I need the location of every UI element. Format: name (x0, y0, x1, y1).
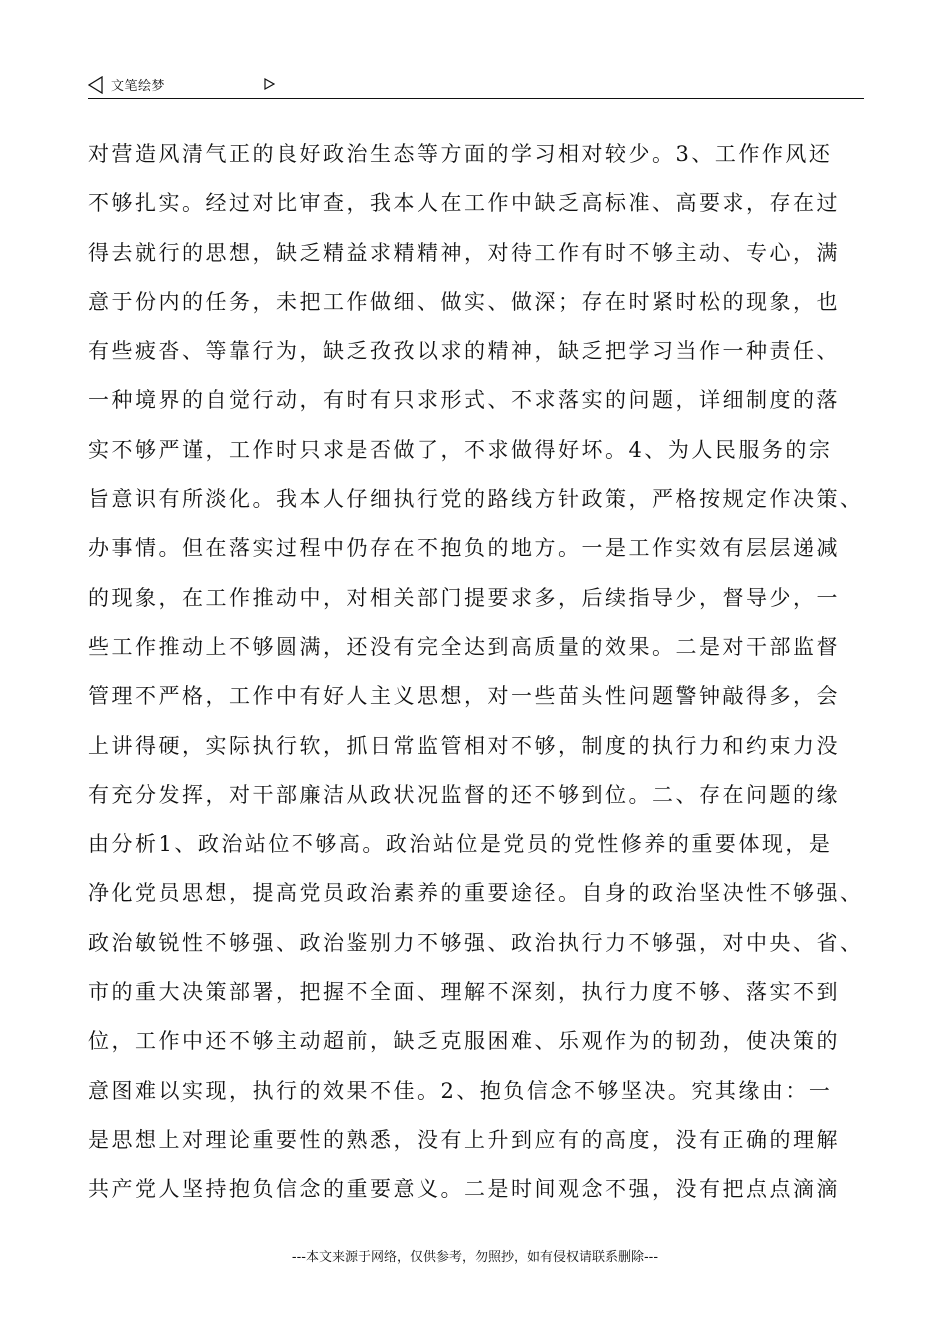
body-line: 共产党人坚持抱负信念的重要意义。二是时间观念不强，没有把点点滴滴 (88, 1177, 840, 1202)
body-line: 实不够严谨，工作时只求是否做了，不求做得好坏。4、为人民服务的宗 (88, 437, 833, 462)
body-line: 有些疲沓、等靠行为，缺乏孜孜以求的精神，缺乏把学习当作一种责任、 (88, 339, 840, 364)
triangle-right-outline-icon (264, 78, 275, 90)
body-line: 不够扎实。经过对比审查，我本人在工作中缺乏高标准、高要求，存在过 (88, 191, 840, 216)
page-footer: ---本文来源于网络，仅供参考，勿照抄，如有侵权请联系删除--- (291, 1250, 659, 1265)
body-line: 净化党员思想，提高党员政治素养的重要途径。自身的政治坚决性不够强、 (88, 881, 864, 906)
body-line: 对营造风清气正的良好政治生态等方面的学习相对较少。3、工作作风还 (88, 142, 833, 166)
body-line: 意图难以实现，执行的效果不佳。2、抱负信念不够坚决。究其缘由：一 (88, 1078, 833, 1103)
body-line: 得去就行的思想，缺乏精益求精精神，对待工作有时不够主动、专心，满 (88, 240, 840, 265)
body-line: 意于份内的任务，未把工作做细、做实、做深；存在时紧时松的现象，也 (88, 289, 840, 314)
header-title: 文笔绘梦 (111, 79, 166, 94)
body-line: 管理不严格，工作中有好人主义思想，对一些苗头性问题警钟敲得多，会 (88, 684, 840, 709)
body-line: 有充分发挥，对干部廉洁从政状况监督的还不够到位。二、存在问题的缘 (88, 782, 840, 807)
body-line: 位，工作中还不够主动超前，缺乏克服困难、乐观作为的韧劲，使决策的 (88, 1029, 840, 1054)
body-line: 办事情。但在落实过程中仍存在不抱负的地方。一是工作实效有层层递减 (88, 536, 840, 561)
body-line: 一种境界的自觉行动，有时有只求形式、不求落实的问题，详细制度的落 (88, 388, 840, 413)
body-line: 由分析1、政治站位不够高。政治站位是党员的党性修养的重要体现，是 (88, 832, 833, 857)
body-line: 些工作推动上不够圆满，还没有完全达到高质量的效果。二是对干部监督 (88, 634, 840, 659)
document-body (88, 130, 868, 1215)
body-line: 旨意识有所淡化。我本人仔细执行党的路线方针政策，严格按规定作决策、 (88, 487, 864, 512)
body-line: 政治敏锐性不够强、政治鉴别力不够强、政治执行力不够强，对中央、省、 (88, 930, 864, 955)
body-line: 上讲得硬，实际执行软，抓日常监管相对不够，制度的执行力和约束力没 (88, 733, 840, 758)
body-line: 的现象，在工作推动中，对相关部门提要求多，后续指导少，督导少，一 (88, 585, 840, 610)
body-line: 市的重大决策部署，把握不全面、理解不深刻，执行力度不够、落实不到 (88, 980, 840, 1005)
body-line: 是思想上对理论重要性的熟悉，没有上升到应有的高度，没有正确的理解 (88, 1127, 840, 1152)
page-header (88, 70, 864, 99)
